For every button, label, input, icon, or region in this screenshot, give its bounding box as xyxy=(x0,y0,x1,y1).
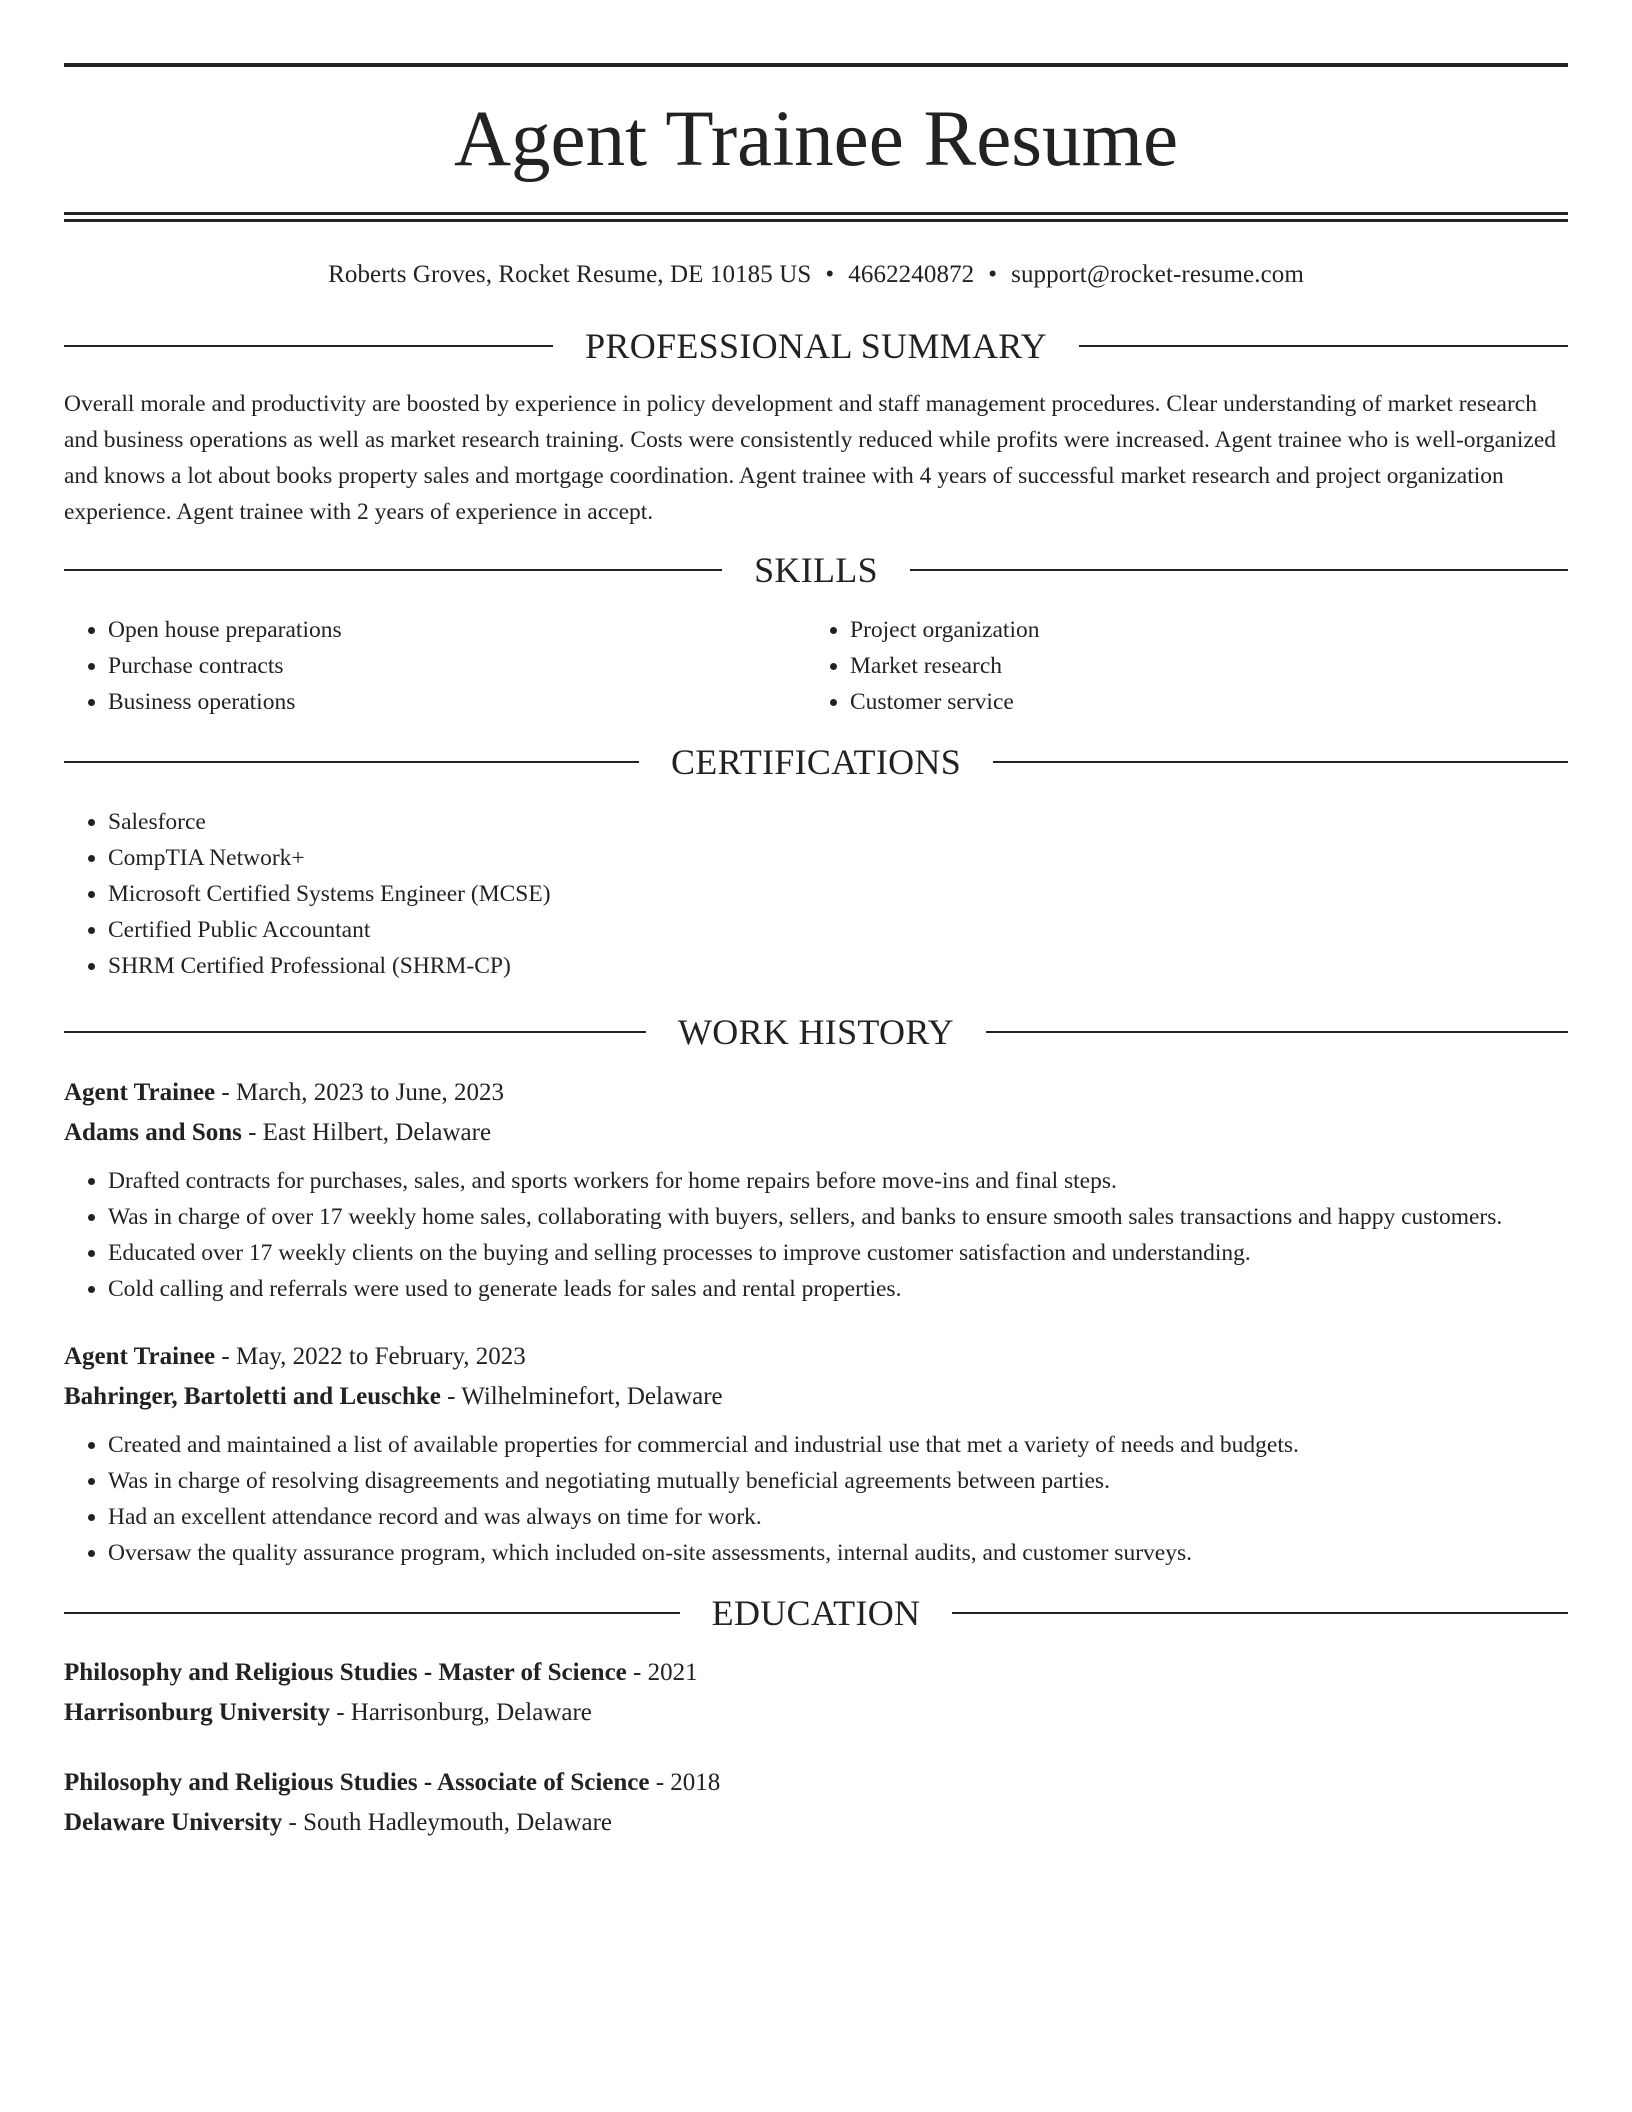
job-title-line xyxy=(64,1337,1568,1377)
section-header-certifications xyxy=(64,744,1568,780)
section-rule-left xyxy=(64,1031,646,1033)
certification-item: • Microsoft Certified Systems Engineer (MCSE) xyxy=(108,876,1568,912)
section-title-work: WORK HISTORY xyxy=(678,1012,954,1052)
job-bullet: • Was in charge of over 17 weekly home sales, collaborating with buyers, sellers, and banks to ensure smooth sales transactions and happy customers. xyxy=(108,1199,1568,1235)
education-entry xyxy=(64,1653,1568,1733)
education-degree: Philosophy and Religious Studies - Associate of Science xyxy=(64,1769,650,1796)
certification-item: • Salesforce xyxy=(108,804,1568,840)
job-bullet: • Cold calling and referrals were used to generate leads for sales and rental properties. xyxy=(108,1271,1568,1307)
section-rule-right xyxy=(910,569,1568,571)
contact-phone: 4662240872 xyxy=(848,261,975,288)
resume-title: Agent Trainee Resume xyxy=(453,96,1179,183)
section-rule-left xyxy=(64,761,639,763)
job-title-line xyxy=(64,1073,1568,1113)
section-title-certifications: CERTIFICATIONS xyxy=(670,742,962,782)
section-rule-right xyxy=(952,1612,1568,1614)
education-year: - 2021 xyxy=(626,1659,698,1686)
contact-separator: • xyxy=(825,261,835,288)
education-degree-line xyxy=(64,1653,1568,1693)
job-location: - East Hilbert, Delaware xyxy=(241,1119,492,1146)
certification-item: • Certified Public Accountant xyxy=(108,912,1568,948)
section-header-skills xyxy=(64,552,1568,588)
job-entry xyxy=(64,1073,1568,1307)
job-company-line xyxy=(64,1113,1568,1153)
job-dates: - March, 2023 to June, 2023 xyxy=(215,1079,504,1106)
contact-email: support@rocket-resume.com xyxy=(1011,261,1304,288)
section-rule-right xyxy=(986,1031,1568,1033)
skill-item: • Open house preparations xyxy=(108,612,806,648)
education-school: Delaware University xyxy=(64,1809,283,1836)
job-bullet: • Drafted contracts for purchases, sales, and sports workers for home repairs before move-ins and final steps. xyxy=(108,1163,1568,1199)
job-title: Agent Trainee xyxy=(64,1343,216,1370)
job-bullets xyxy=(64,1163,1568,1307)
section-title-summary: PROFESSIONAL SUMMARY xyxy=(585,326,1047,366)
job-bullet: • Had an excellent attendance record and was always on time for work. xyxy=(108,1499,1568,1535)
section-rule-left xyxy=(64,1612,680,1614)
job-bullet: • Oversaw the quality assurance program, which included on-site assessments, internal audits, and customer surveys. xyxy=(108,1535,1568,1571)
contact-separator: • xyxy=(988,261,998,288)
skill-item: • Business operations xyxy=(108,684,806,720)
section-header-work xyxy=(64,1014,1568,1050)
skill-item: • Purchase contracts xyxy=(108,648,806,684)
skill-item: • Customer service xyxy=(850,684,1548,720)
section-rule-left xyxy=(64,345,553,347)
section-rule-left xyxy=(64,569,722,571)
job-bullet: • Created and maintained a list of available properties for commercial and industrial use that met a variety of needs and budgets. xyxy=(108,1427,1568,1463)
skills-column-left xyxy=(64,612,806,720)
education-location: - South Hadleymouth, Delaware xyxy=(282,1809,613,1836)
job-company: Adams and Sons xyxy=(64,1119,242,1146)
skills-column-right xyxy=(806,612,1548,720)
education-entry xyxy=(64,1763,1568,1843)
education-location: - Harrisonburg, Delaware xyxy=(329,1699,592,1726)
education-degree: Philosophy and Religious Studies - Master of Science xyxy=(64,1659,627,1686)
section-title-education: EDUCATION xyxy=(711,1593,921,1633)
job-dates: - May, 2022 to February, 2023 xyxy=(215,1343,526,1370)
education-school-line xyxy=(64,1803,1568,1843)
contact-address: Roberts Groves, Rocket Resume, DE 10185 US xyxy=(328,261,812,288)
section-title-skills: SKILLS xyxy=(754,550,878,590)
summary-text: Overall morale and productivity are boosted by experience in policy development and staff management procedures. Clear understanding of market research and business operations as well as market research training. Costs were consistently reduced while profits were increased. Agent trainee who is well-organized and knows a lot about books property sales and mortgage coordination. Agent trainee with 4 years of successful market research and project organization experience. Agent trainee with 2 years of experience in accept. xyxy=(64,391,1556,525)
skill-item: • Market research xyxy=(850,648,1548,684)
skill-item: • Project organization xyxy=(850,612,1548,648)
certifications-list xyxy=(64,804,1568,984)
job-bullets xyxy=(64,1427,1568,1571)
section-rule-right xyxy=(1079,345,1568,347)
job-bullet: • Was in charge of resolving disagreements and negotiating mutually beneficial agreements between parties. xyxy=(108,1463,1568,1499)
certification-item: • SHRM Certified Professional (SHRM-CP) xyxy=(108,948,1568,984)
education-school: Harrisonburg University xyxy=(64,1699,330,1726)
job-company: Bahringer, Bartoletti and Leuschke xyxy=(64,1383,441,1410)
top-rule xyxy=(64,63,1568,67)
certification-item: • CompTIA Network+ xyxy=(108,840,1568,876)
skills-grid xyxy=(64,612,1568,720)
job-title: Agent Trainee xyxy=(64,1079,216,1106)
section-header-education xyxy=(64,1595,1568,1631)
education-degree-line xyxy=(64,1763,1568,1803)
job-company-line xyxy=(64,1377,1568,1417)
job-bullet: • Educated over 17 weekly clients on the buying and selling processes to improve customer satisfaction and understanding. xyxy=(108,1235,1568,1271)
education-year: - 2018 xyxy=(649,1769,721,1796)
double-rule xyxy=(64,212,1568,222)
education-school-line xyxy=(64,1693,1568,1733)
job-location: - Wilhelminefort, Delaware xyxy=(440,1383,723,1410)
section-header-summary xyxy=(64,328,1568,364)
contact-line xyxy=(64,258,1568,292)
section-rule-right xyxy=(993,761,1568,763)
job-entry xyxy=(64,1337,1568,1571)
